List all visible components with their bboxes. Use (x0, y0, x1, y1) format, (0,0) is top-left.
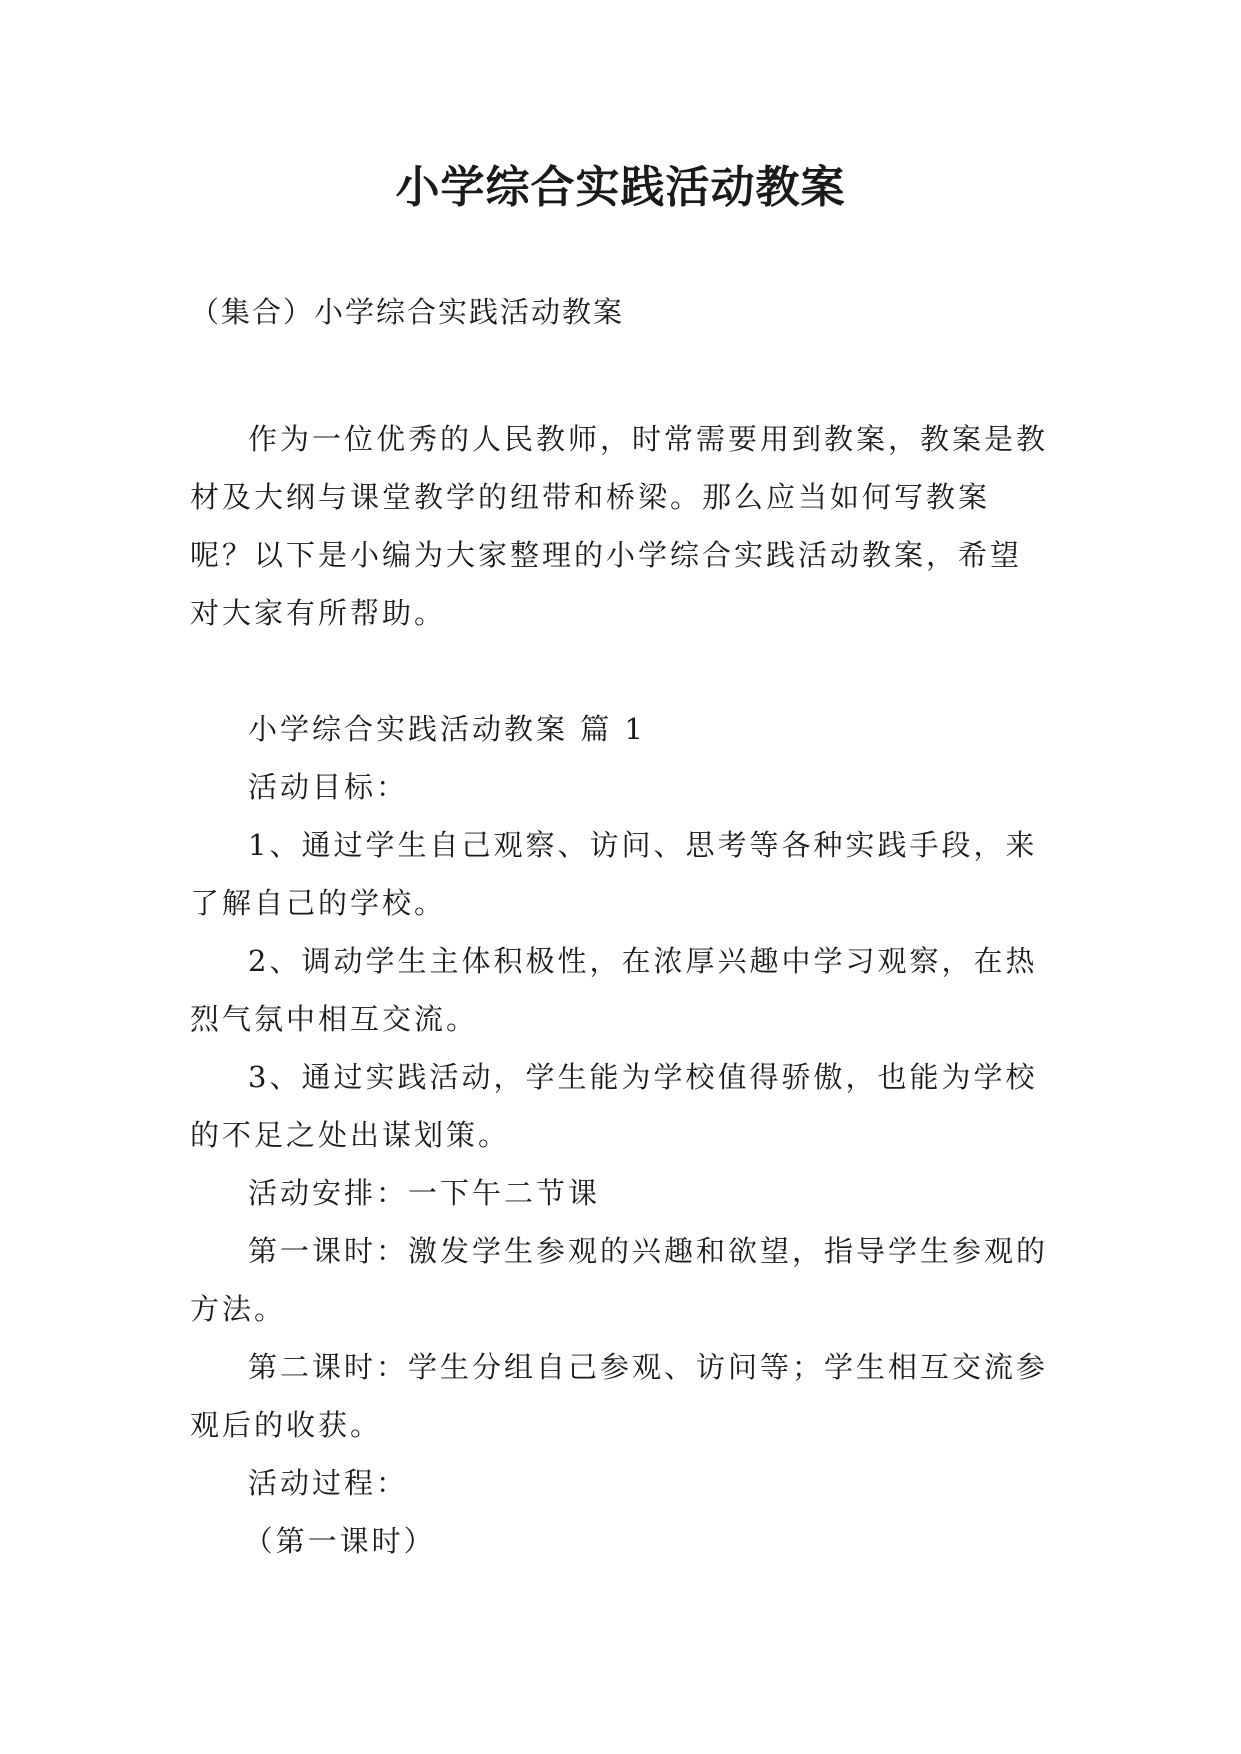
document-subtitle: （集合）小学综合实践活动教案 (190, 295, 625, 329)
section-heading: 小学综合实践活动教案 篇 1 (248, 712, 646, 746)
objectives-heading: 活动目标： (248, 770, 409, 804)
lesson-one-heading: （第一课时） (243, 1524, 436, 1558)
lesson-one-line: 第一课时：激发学生参观的兴趣和欲望，指导学生参观的方法。 (190, 1234, 1049, 1326)
objective-item: 3、通过实践活动，学生能为学校值得骄傲，也能为学校的不足之处出谋划策。 (190, 1060, 1038, 1152)
document-title: 小学综合实践活动教案 (395, 162, 846, 213)
process-heading: 活动过程： (248, 1466, 409, 1500)
objective-item: 1、通过学生自己观察、访问、思考等各种实践手段，来了解自己的学校。 (190, 828, 1038, 920)
objective-item: 2、调动学生主体积极性，在浓厚兴趣中学习观察，在热烈气氛中相互交流。 (190, 944, 1038, 1036)
schedule-line: 活动安排：一下午二节课 (248, 1176, 601, 1210)
intro-paragraph: 作为一位优秀的人民教师，时常需要用到教案，教案是教材及大纲与课堂教学的纽带和桥梁。那么应当如何写教案呢？以下是小编为大家整理的小学综合实践活动教案，希望对大家有所帮助。 (190, 422, 1049, 630)
lesson-two-line: 第二课时：学生分组自己参观、访问等；学生相互交流参观后的收获。 (190, 1350, 1049, 1442)
document-body (190, 410, 1052, 1570)
